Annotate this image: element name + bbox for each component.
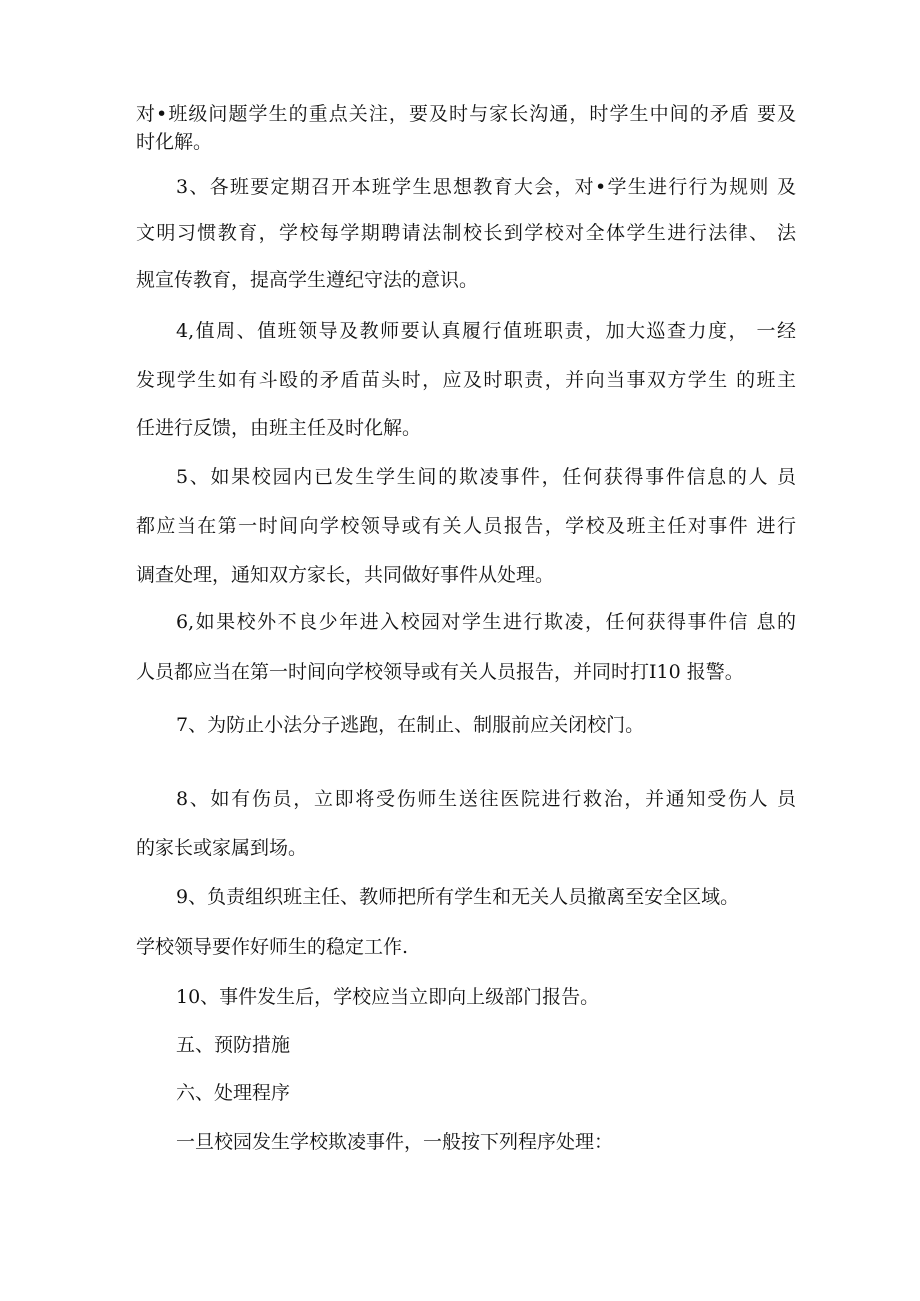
text-line: 一旦校园发生学校欺凌事件，一般按下列程序处理： <box>176 1131 614 1153</box>
text-line: 任进行反馈，由班主任及时化解。 <box>136 417 422 439</box>
text-line: 3、各班要定期召开本班学生思想教育大会，对•学生进行行为规则 及 <box>176 176 796 198</box>
text-line: 发现学生如有斗殴的矛盾苗头时，应及时职责，并向当事双方学生 的班主 <box>136 369 796 391</box>
text-line: 对•班级问题学生的重点关注，要及时与家长沟通，时学生中间的矛盾 要及 <box>136 103 796 125</box>
text-line: 规宣传教育，提高学生遵纪守法的意识。 <box>136 269 479 291</box>
text-line: 5、如果校园内已发生学生间的欺凌事件，任何获得事件信息的人 员 <box>176 466 796 488</box>
text-line: 人员都应当在第一时间向学校领导或有关人员报告，并同时打I10 报警。 <box>136 661 744 683</box>
text-line: 7、为防止小法分子逃跑，在制止、制服前应关闭校门。 <box>176 714 645 736</box>
text-line: 4,值周、值班领导及教师要认真履行值班职责，加大巡查力度， 一经 <box>176 320 796 342</box>
text-line: 都应当在第一时间向学校领导或有关人员报告，学校及班主任对事件 进行 <box>136 515 796 537</box>
section-heading: 六、处理程序 <box>176 1082 291 1104</box>
text-line: 6,如果校外不良少年进入校园对学生进行欺凌，任何获得事件信 息的 <box>176 611 796 633</box>
text-line: 8、如有伤员，立即将受伤师生送往医院进行救治，并通知受伤人 员 <box>176 788 796 810</box>
text-line: 调查处理，通知双方家长，共同做好事件从处理。 <box>136 564 555 586</box>
text-line: 9、负责组织班主任、教师把所有学生和无关人员撤离至安全区域。 <box>176 886 740 908</box>
text-line: 10、事件发生后，学校应当立即向上级部门报告。 <box>176 986 600 1008</box>
section-heading: 五、预防措施 <box>176 1034 291 1056</box>
text-line: 的家长或家属到场。 <box>136 837 308 859</box>
text-line: 时化解。 <box>136 131 213 153</box>
text-line: 文明习惯教育，学校每学期聘请法制校长到学校对全体学生进行法律、 法 <box>136 222 796 244</box>
text-line: 学校领导要作好师生的稳定工作. <box>136 936 409 958</box>
